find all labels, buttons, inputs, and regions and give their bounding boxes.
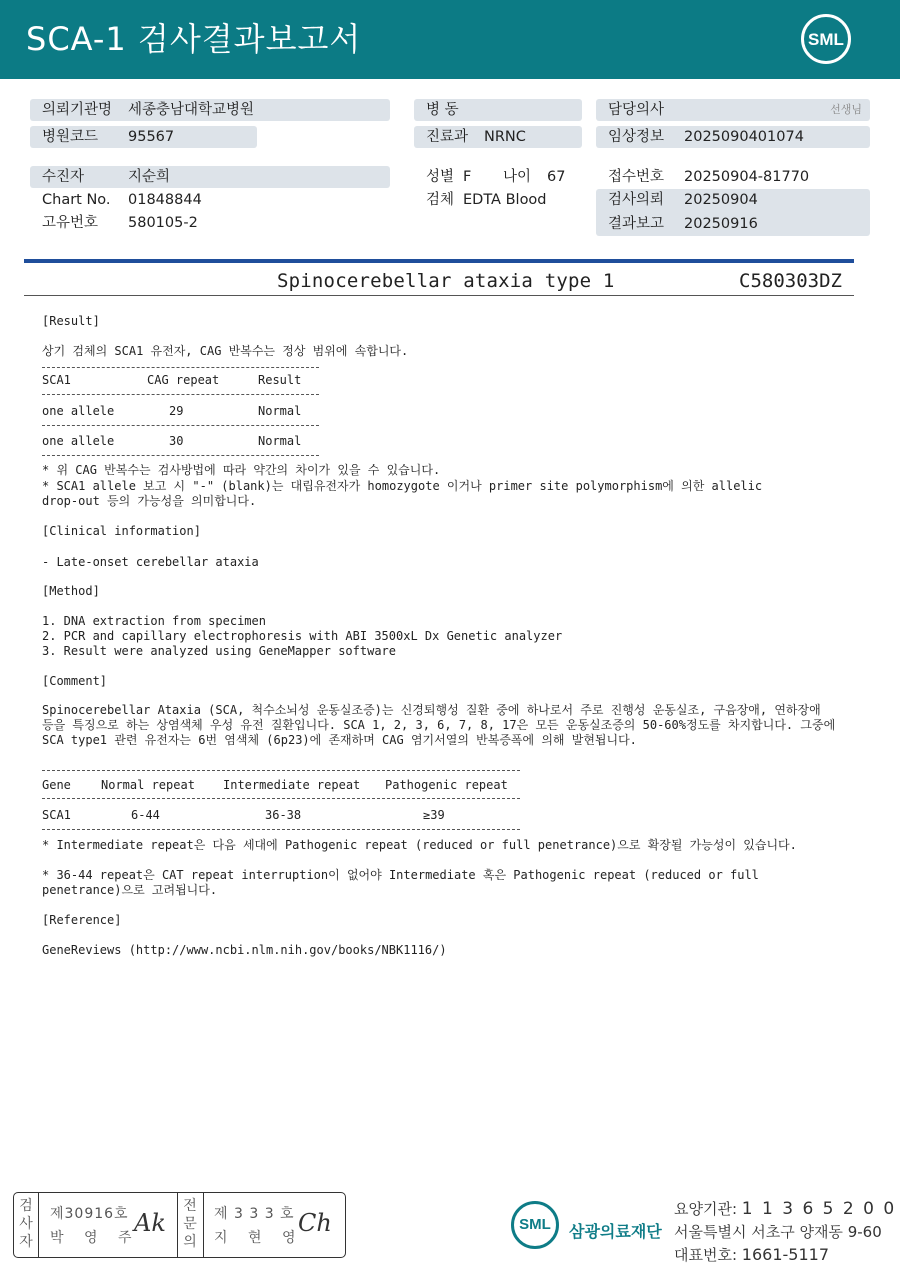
- repeat-header-intermediate: Intermediate repeat: [223, 778, 361, 792]
- result-header-gene: SCA1: [42, 373, 71, 387]
- method-item-2: 2. PCR and capillary electrophoresis with ABI 3500xL Dx Genetic analyzer: [42, 629, 563, 643]
- result-row1-allele: one allele: [42, 404, 115, 418]
- footer-sml-logo: [511, 1201, 559, 1249]
- divider: [42, 455, 319, 456]
- ward-field: [414, 99, 582, 121]
- receipt-no-value: 20250904-81770: [684, 169, 810, 185]
- footer-org-name: 삼광의료재단: [569, 1222, 662, 1241]
- request-date-value: 20250904: [684, 192, 758, 208]
- department-label: 진료과: [426, 129, 469, 145]
- hospital-code-label: 병원코드: [42, 129, 99, 145]
- result-heading: [Result]: [42, 314, 100, 328]
- divider: [42, 770, 520, 771]
- sml-logo-text: SML: [808, 30, 844, 49]
- result-header-repeat: CAG repeat: [147, 373, 220, 387]
- clinical-text: - Late-onset cerebellar ataxia: [42, 555, 259, 569]
- method-item-3: 3. Result were analyzed using GeneMapper software: [42, 644, 397, 658]
- result-note-2: * SCA1 allele 보고 시 "-" (blank)는 대립유전자가 homozygote 이거나 primer site polymorphism에 의한 allelic drop-out 등의 가능성을 의미합니다.: [42, 479, 763, 508]
- repeat-header-gene: Gene: [42, 778, 71, 792]
- chart-no-label: Chart No.: [42, 192, 111, 208]
- signature-box: [13, 1192, 346, 1258]
- divider: [203, 1193, 204, 1257]
- footer-care-code: [674, 1198, 896, 1219]
- sex-label: 성별: [426, 169, 455, 185]
- department-field: [414, 126, 582, 148]
- unique-id-label: 고유번호: [42, 215, 99, 231]
- doctor-label: 담당의사: [608, 102, 665, 118]
- footer-address: 서울특별시 서초구 양재동 9-60: [674, 1223, 882, 1241]
- age-value: 67: [547, 169, 566, 185]
- footer-logo-text: SML: [519, 1216, 551, 1233]
- chart-no-field: [30, 189, 390, 211]
- reference-heading: [Reference]: [42, 913, 122, 927]
- ward-label: 병 동: [426, 102, 459, 118]
- clinical-heading: [Clinical information]: [42, 524, 201, 538]
- title-rule-bottom: [24, 295, 854, 296]
- examiner-label: 검사자: [19, 1198, 33, 1250]
- comment-note-1: * Intermediate repeat은 다음 세대에 Pathogenic repeat (reduced or full penetrance)으로 확장될 가능성이 있습니다.: [42, 838, 797, 852]
- dates-field: [596, 189, 870, 236]
- result-row1-repeat: 29: [169, 404, 184, 418]
- report-title: SCA-1 검사결과보고서: [26, 20, 362, 58]
- hospital-code-field: [30, 126, 257, 148]
- sex-age-field: [414, 166, 582, 188]
- sex-value: F: [463, 169, 472, 185]
- department-value: NRNC: [484, 129, 526, 145]
- specialist-signature: Ch: [298, 1209, 332, 1237]
- result-note-1: * 위 CAG 반복수는 검사방법에 따라 약간의 차이가 있을 수 있습니다.: [42, 463, 441, 477]
- report-date-value: 20250916: [684, 216, 758, 232]
- unique-id-field: [30, 212, 390, 234]
- institution-value: 세종충남대학교병원: [128, 102, 255, 118]
- clinical-info-value: 2025090401074: [684, 129, 804, 145]
- repeat-header-normal: Normal repeat: [101, 778, 195, 792]
- comment-heading: [Comment]: [42, 674, 108, 688]
- specialist-license: 제 3 3 3 호: [214, 1206, 295, 1222]
- sml-logo: [801, 14, 851, 64]
- title-rule-top: [24, 259, 854, 263]
- result-row2-allele: one allele: [42, 434, 115, 448]
- method-heading: [Method]: [42, 584, 100, 598]
- repeat-header-pathogenic: Pathogenic repeat: [385, 778, 508, 792]
- specialist-label: 전문의: [183, 1198, 197, 1250]
- phone-label: 대표번호:: [674, 1246, 738, 1264]
- result-row2-result: Normal: [258, 434, 302, 448]
- patient-label: 수진자: [42, 169, 85, 185]
- request-date-label: 검사의뢰: [608, 192, 665, 208]
- result-row1-result: Normal: [258, 404, 302, 418]
- clinical-info-field: [596, 126, 870, 148]
- divider: [42, 394, 319, 395]
- result-summary: 상기 검체의 SCA1 유전자, CAG 반복수는 정상 범위에 속합니다.: [42, 344, 409, 358]
- method-item-1: 1. DNA extraction from specimen: [42, 614, 266, 628]
- age-label: 나이: [503, 169, 532, 185]
- hospital-code-value: 95567: [128, 129, 175, 145]
- chart-no-value: 01848844: [128, 192, 202, 208]
- examiner-name: 박 영 주: [50, 1230, 140, 1246]
- report-date-label: 결과보고: [608, 216, 665, 232]
- doctor-suffix: 선생님: [830, 103, 862, 116]
- specimen-field: [414, 189, 582, 211]
- repeat-row-pathogenic: ≥39: [423, 808, 445, 822]
- divider: [42, 425, 319, 426]
- comment-note-2: * 36-44 repeat은 CAT repeat interruption이 없어야 Intermediate 혹은 Pathogenic repeat (reduced or full penetrance)으로 고려됩니다.: [42, 868, 759, 897]
- test-code: C580303DZ: [739, 270, 842, 292]
- institution-label: 의뢰기관명: [42, 102, 113, 118]
- institution-field: [30, 99, 390, 121]
- examiner-signature: Ak: [134, 1209, 166, 1237]
- clinical-info-label: 임상정보: [608, 129, 665, 145]
- result-header-result: Result: [258, 373, 302, 387]
- reference-text: GeneReviews (http://www.ncbi.nlm.nih.gov/books/NBK1116/): [42, 943, 447, 957]
- examiner-license: 제30916호: [50, 1206, 129, 1222]
- unique-id-value: 580105-2: [128, 215, 198, 231]
- repeat-row-normal: 6-44: [131, 808, 160, 822]
- comment-text: Spinocerebellar Ataxia (SCA, 척수소뇌성 운동실조증)는 신경퇴행성 질환 중에 하나로서 주로 진행성 운동실조, 구음장애, 연하장애 등을 특징으로 하는 상염색체 우성 유전 질환입니다. SCA 1, 2, 3, 6, 7, 8, 17은 모든 운동실조증의 50-60%정도를 차지합니다. 그중에 SCA type1 관련 유전자는 6번 염색체 (6p23)에 존재하며 CAG 염기서열의 반복증폭에 의해 발현됩니다.: [42, 703, 836, 747]
- phone-value: 1661-5117: [741, 1245, 830, 1264]
- specimen-value: EDTA Blood: [463, 192, 547, 208]
- header-bar: [0, 0, 900, 79]
- test-name: Spinocerebellar ataxia type 1: [277, 270, 615, 292]
- divider: [38, 1193, 39, 1257]
- footer-phone: [674, 1244, 829, 1265]
- patient-name: 지순희: [128, 169, 171, 185]
- divider: [42, 829, 520, 830]
- specimen-label: 검체: [426, 192, 455, 208]
- specialist-name: 지 현 영: [214, 1230, 304, 1246]
- repeat-row-intermediate: 36-38: [265, 808, 302, 822]
- divider: [177, 1193, 178, 1257]
- divider: [42, 367, 319, 368]
- doctor-field: [596, 99, 870, 121]
- repeat-row-gene: SCA1: [42, 808, 71, 822]
- divider: [42, 798, 520, 799]
- care-code-label: 요양기관:: [674, 1200, 738, 1218]
- care-code-value: 1 1 3 6 5 2 0 0: [741, 1199, 897, 1219]
- receipt-no-label: 접수번호: [608, 169, 665, 185]
- patient-field: [30, 166, 390, 188]
- receipt-no-field: [596, 166, 870, 188]
- result-row2-repeat: 30: [169, 434, 184, 448]
